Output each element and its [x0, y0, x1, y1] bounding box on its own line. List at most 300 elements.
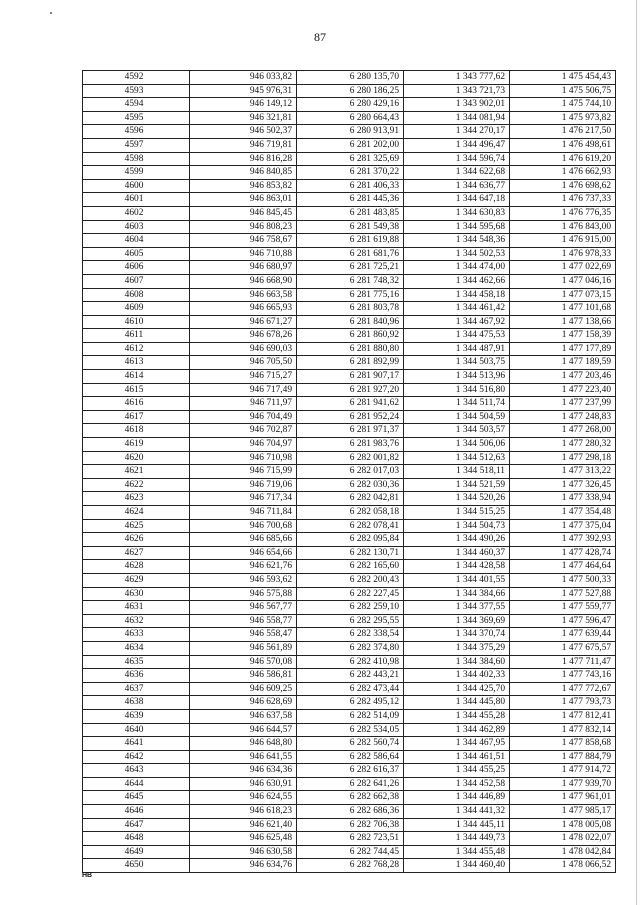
point-number-cell: 4611	[83, 329, 190, 343]
y-coord-cell: 6 282 641,26	[297, 777, 404, 791]
point-number-cell: 4633	[83, 628, 190, 642]
x2-coord-cell: 1 344 548,36	[404, 234, 510, 248]
x-coord-cell: 946 758,67	[190, 234, 297, 248]
point-number-cell: 4595	[83, 111, 190, 125]
point-number-cell: 4620	[83, 451, 190, 465]
y2-coord-cell: 1 477 375,04	[510, 519, 616, 533]
table-row	[83, 777, 616, 791]
y-coord-cell: 6 282 259,10	[297, 601, 404, 615]
table-body	[83, 71, 616, 873]
y-coord-cell: 6 281 892,99	[297, 356, 404, 370]
y2-coord-cell: 1 477 596,47	[510, 614, 616, 628]
y-coord-cell: 6 281 619,88	[297, 234, 404, 248]
point-number-cell: 4626	[83, 533, 190, 547]
y2-coord-cell: 1 477 711,47	[510, 655, 616, 669]
y2-coord-cell: 1 477 743,16	[510, 669, 616, 683]
x2-coord-cell: 1 344 502,53	[404, 247, 510, 261]
y-coord-cell: 6 281 952,24	[297, 410, 404, 424]
table-row	[83, 356, 616, 370]
x-coord-cell: 946 665,93	[190, 302, 297, 316]
y2-coord-cell: 1 477 812,41	[510, 709, 616, 723]
x-coord-cell: 946 717,49	[190, 383, 297, 397]
y-coord-cell: 6 282 768,28	[297, 859, 404, 873]
x2-coord-cell: 1 343 721,73	[404, 84, 510, 98]
table-row	[83, 152, 616, 166]
y2-coord-cell: 1 476 217,50	[510, 125, 616, 139]
x2-coord-cell: 1 344 445,11	[404, 818, 510, 832]
point-number-cell: 4637	[83, 682, 190, 696]
x2-coord-cell: 1 344 270,17	[404, 125, 510, 139]
y2-coord-cell: 1 477 675,57	[510, 641, 616, 655]
y-coord-cell: 6 282 443,21	[297, 669, 404, 683]
point-number-cell: 4612	[83, 342, 190, 356]
y2-coord-cell: 1 477 428,74	[510, 546, 616, 560]
x-coord-cell: 946 575,88	[190, 587, 297, 601]
y-coord-cell: 6 281 681,76	[297, 247, 404, 261]
y2-coord-cell: 1 477 464,64	[510, 560, 616, 574]
table-row	[83, 696, 616, 710]
x2-coord-cell: 1 344 460,37	[404, 546, 510, 560]
table-row	[83, 492, 616, 506]
y-coord-cell: 6 280 664,43	[297, 111, 404, 125]
y-coord-cell: 6 280 186,25	[297, 84, 404, 98]
point-number-cell: 4605	[83, 247, 190, 261]
table-row	[83, 410, 616, 424]
table-row	[83, 274, 616, 288]
table-row	[83, 641, 616, 655]
x2-coord-cell: 1 344 516,80	[404, 383, 510, 397]
x2-coord-cell: 1 344 452,58	[404, 777, 510, 791]
table-row	[83, 465, 616, 479]
y-coord-cell: 6 282 030,36	[297, 478, 404, 492]
x2-coord-cell: 1 344 428,58	[404, 560, 510, 574]
x2-coord-cell: 1 344 515,25	[404, 506, 510, 520]
x2-coord-cell: 1 344 474,00	[404, 261, 510, 275]
y2-coord-cell: 1 477 298,18	[510, 451, 616, 465]
x-coord-cell: 946 621,76	[190, 560, 297, 574]
y2-coord-cell: 1 477 392,93	[510, 533, 616, 547]
x-coord-cell: 946 609,25	[190, 682, 297, 696]
table-row	[83, 832, 616, 846]
y-coord-cell: 6 281 880,80	[297, 342, 404, 356]
x-coord-cell: 946 654,66	[190, 546, 297, 560]
x2-coord-cell: 1 344 513,96	[404, 370, 510, 384]
point-number-cell: 4592	[83, 71, 190, 85]
y-coord-cell: 6 282 295,55	[297, 614, 404, 628]
y2-coord-cell: 1 477 985,17	[510, 805, 616, 819]
x2-coord-cell: 1 343 902,01	[404, 98, 510, 112]
point-number-cell: 4617	[83, 410, 190, 424]
y-coord-cell: 6 281 445,36	[297, 193, 404, 207]
table-row	[83, 614, 616, 628]
y-coord-cell: 6 282 042,81	[297, 492, 404, 506]
y2-coord-cell: 1 476 737,33	[510, 193, 616, 207]
point-number-cell: 4631	[83, 601, 190, 615]
table-row	[83, 179, 616, 193]
table-row	[83, 438, 616, 452]
x-coord-cell: 946 628,69	[190, 696, 297, 710]
x-coord-cell: 946 711,84	[190, 506, 297, 520]
x-coord-cell: 946 704,49	[190, 410, 297, 424]
y-coord-cell: 6 282 095,84	[297, 533, 404, 547]
x2-coord-cell: 1 344 490,26	[404, 533, 510, 547]
point-number-cell: 4647	[83, 818, 190, 832]
y-coord-cell: 6 282 616,37	[297, 764, 404, 778]
x2-coord-cell: 1 344 455,28	[404, 709, 510, 723]
x2-coord-cell: 1 344 369,69	[404, 614, 510, 628]
x2-coord-cell: 1 344 446,89	[404, 791, 510, 805]
table-row	[83, 288, 616, 302]
x2-coord-cell: 1 344 503,57	[404, 424, 510, 438]
x2-coord-cell: 1 344 518,11	[404, 465, 510, 479]
y2-coord-cell: 1 477 203,46	[510, 370, 616, 384]
y-coord-cell: 6 281 927,20	[297, 383, 404, 397]
table-row	[83, 98, 616, 112]
table-row	[83, 723, 616, 737]
y2-coord-cell: 1 477 500,33	[510, 573, 616, 587]
x2-coord-cell: 1 344 384,66	[404, 587, 510, 601]
table-row	[83, 383, 616, 397]
table-row	[83, 805, 616, 819]
y-coord-cell: 6 281 775,16	[297, 288, 404, 302]
y-coord-cell: 6 282 058,18	[297, 506, 404, 520]
x2-coord-cell: 1 344 503,75	[404, 356, 510, 370]
y2-coord-cell: 1 477 268,00	[510, 424, 616, 438]
y-coord-cell: 6 281 202,00	[297, 138, 404, 152]
x-coord-cell: 946 502,37	[190, 125, 297, 139]
x2-coord-cell: 1 344 449,73	[404, 832, 510, 846]
x2-coord-cell: 1 344 504,59	[404, 410, 510, 424]
table-row	[83, 125, 616, 139]
point-number-cell: 4628	[83, 560, 190, 574]
table-row	[83, 71, 616, 85]
point-number-cell: 4643	[83, 764, 190, 778]
x2-coord-cell: 1 344 462,89	[404, 723, 510, 737]
y2-coord-cell: 1 477 559,77	[510, 601, 616, 615]
point-number-cell: 4616	[83, 397, 190, 411]
y-coord-cell: 6 280 135,70	[297, 71, 404, 85]
point-number-cell: 4645	[83, 791, 190, 805]
point-number-cell: 4609	[83, 302, 190, 316]
y-coord-cell: 6 282 586,64	[297, 750, 404, 764]
x-coord-cell: 946 690,03	[190, 342, 297, 356]
point-number-cell: 4619	[83, 438, 190, 452]
x-coord-cell: 946 621,40	[190, 818, 297, 832]
x-coord-cell: 946 630,91	[190, 777, 297, 791]
point-number-cell: 4636	[83, 669, 190, 683]
y-coord-cell: 6 282 001,82	[297, 451, 404, 465]
y-coord-cell: 6 281 483,85	[297, 206, 404, 220]
point-number-cell: 4596	[83, 125, 190, 139]
point-number-cell: 4630	[83, 587, 190, 601]
y2-coord-cell: 1 477 177,89	[510, 342, 616, 356]
table-row	[83, 342, 616, 356]
x-coord-cell: 946 644,57	[190, 723, 297, 737]
point-number-cell: 4598	[83, 152, 190, 166]
y2-coord-cell: 1 476 662,93	[510, 166, 616, 180]
y-coord-cell: 6 281 941,62	[297, 397, 404, 411]
x2-coord-cell: 1 344 384,60	[404, 655, 510, 669]
x-coord-cell: 946 715,27	[190, 370, 297, 384]
point-number-cell: 4607	[83, 274, 190, 288]
point-number-cell: 4632	[83, 614, 190, 628]
x2-coord-cell: 1 344 425,70	[404, 682, 510, 696]
y2-coord-cell: 1 477 527,88	[510, 587, 616, 601]
table-row	[83, 655, 616, 669]
y2-coord-cell: 1 478 022,07	[510, 832, 616, 846]
point-number-cell: 4634	[83, 641, 190, 655]
x-coord-cell: 946 845,45	[190, 206, 297, 220]
table-row	[83, 737, 616, 751]
y-coord-cell: 6 282 723,51	[297, 832, 404, 846]
table-row	[83, 859, 616, 873]
x2-coord-cell: 1 344 504,73	[404, 519, 510, 533]
x-coord-cell: 946 641,55	[190, 750, 297, 764]
point-number-cell: 4614	[83, 370, 190, 384]
x-coord-cell: 946 702,87	[190, 424, 297, 438]
point-number-cell: 4599	[83, 166, 190, 180]
x2-coord-cell: 1 344 622,68	[404, 166, 510, 180]
x-coord-cell: 946 705,50	[190, 356, 297, 370]
x-coord-cell: 946 678,26	[190, 329, 297, 343]
x-coord-cell: 946 630,58	[190, 845, 297, 859]
y2-coord-cell: 1 477 237,99	[510, 397, 616, 411]
x-coord-cell: 946 685,66	[190, 533, 297, 547]
point-number-cell: 4650	[83, 859, 190, 873]
y2-coord-cell: 1 477 158,39	[510, 329, 616, 343]
y-coord-cell: 6 281 748,32	[297, 274, 404, 288]
y-coord-cell: 6 282 200,43	[297, 573, 404, 587]
table-row	[83, 533, 616, 547]
point-number-cell: 4622	[83, 478, 190, 492]
point-number-cell: 4625	[83, 519, 190, 533]
y2-coord-cell: 1 477 073,15	[510, 288, 616, 302]
y-coord-cell: 6 282 017,03	[297, 465, 404, 479]
point-number-cell: 4635	[83, 655, 190, 669]
y2-coord-cell: 1 477 046,16	[510, 274, 616, 288]
point-number-cell: 4624	[83, 506, 190, 520]
table-row	[83, 329, 616, 343]
y-coord-cell: 6 282 410,98	[297, 655, 404, 669]
point-number-cell: 4602	[83, 206, 190, 220]
x2-coord-cell: 1 344 441,32	[404, 805, 510, 819]
x-coord-cell: 946 558,47	[190, 628, 297, 642]
y2-coord-cell: 1 478 005,08	[510, 818, 616, 832]
x2-coord-cell: 1 344 647,18	[404, 193, 510, 207]
table-row	[83, 302, 616, 316]
table-row	[83, 111, 616, 125]
table-row	[83, 601, 616, 615]
table-row	[83, 206, 616, 220]
x2-coord-cell: 1 344 461,42	[404, 302, 510, 316]
y2-coord-cell: 1 477 639,44	[510, 628, 616, 642]
point-number-cell: 4640	[83, 723, 190, 737]
table-row	[83, 261, 616, 275]
point-number-cell: 4593	[83, 84, 190, 98]
footer-mark: НВ	[82, 872, 93, 879]
y2-coord-cell: 1 476 843,00	[510, 220, 616, 234]
y2-coord-cell: 1 476 619,20	[510, 152, 616, 166]
x-coord-cell: 946 625,48	[190, 832, 297, 846]
y2-coord-cell: 1 477 772,67	[510, 682, 616, 696]
x-coord-cell: 946 618,23	[190, 805, 297, 819]
x-coord-cell: 946 853,82	[190, 179, 297, 193]
x-coord-cell: 946 149,12	[190, 98, 297, 112]
x-coord-cell: 946 663,58	[190, 288, 297, 302]
x2-coord-cell: 1 344 455,48	[404, 845, 510, 859]
x2-coord-cell: 1 344 630,83	[404, 206, 510, 220]
y-coord-cell: 6 282 165,60	[297, 560, 404, 574]
x-coord-cell: 946 710,88	[190, 247, 297, 261]
table-row	[83, 519, 616, 533]
point-number-cell: 4649	[83, 845, 190, 859]
y-coord-cell: 6 282 534,05	[297, 723, 404, 737]
table-row	[83, 138, 616, 152]
point-number-cell: 4600	[83, 179, 190, 193]
y-coord-cell: 6 282 473,44	[297, 682, 404, 696]
x2-coord-cell: 1 344 455,25	[404, 764, 510, 778]
table-row	[83, 587, 616, 601]
y-coord-cell: 6 282 560,74	[297, 737, 404, 751]
x-coord-cell: 946 321,81	[190, 111, 297, 125]
y-coord-cell: 6 281 971,37	[297, 424, 404, 438]
x2-coord-cell: 1 344 375,29	[404, 641, 510, 655]
x-coord-cell: 946 567,77	[190, 601, 297, 615]
scan-dot	[50, 12, 52, 14]
y-coord-cell: 6 281 840,96	[297, 315, 404, 329]
y2-coord-cell: 1 476 978,33	[510, 247, 616, 261]
x2-coord-cell: 1 344 467,95	[404, 737, 510, 751]
table-row	[83, 764, 616, 778]
point-number-cell: 4594	[83, 98, 190, 112]
x-coord-cell: 946 717,34	[190, 492, 297, 506]
x-coord-cell: 946 624,55	[190, 791, 297, 805]
y-coord-cell: 6 281 725,21	[297, 261, 404, 275]
y2-coord-cell: 1 476 776,35	[510, 206, 616, 220]
x-coord-cell: 946 570,08	[190, 655, 297, 669]
x2-coord-cell: 1 344 596,74	[404, 152, 510, 166]
x2-coord-cell: 1 344 520,26	[404, 492, 510, 506]
x-coord-cell: 945 976,31	[190, 84, 297, 98]
point-number-cell: 4603	[83, 220, 190, 234]
y-coord-cell: 6 281 406,33	[297, 179, 404, 193]
table-row	[83, 791, 616, 805]
y2-coord-cell: 1 477 280,32	[510, 438, 616, 452]
scan-edge-line	[636, 0, 637, 905]
table-row	[83, 709, 616, 723]
point-number-cell: 4639	[83, 709, 190, 723]
y2-coord-cell: 1 477 022,69	[510, 261, 616, 275]
x-coord-cell: 946 711,97	[190, 397, 297, 411]
y2-coord-cell: 1 477 354,48	[510, 506, 616, 520]
y-coord-cell: 6 281 803,78	[297, 302, 404, 316]
y2-coord-cell: 1 475 973,82	[510, 111, 616, 125]
y-coord-cell: 6 282 744,45	[297, 845, 404, 859]
point-number-cell: 4615	[83, 383, 190, 397]
x2-coord-cell: 1 344 460,40	[404, 859, 510, 873]
x-coord-cell: 946 816,28	[190, 152, 297, 166]
table-row	[83, 682, 616, 696]
point-number-cell: 4613	[83, 356, 190, 370]
y-coord-cell: 6 281 549,38	[297, 220, 404, 234]
coordinates-table	[82, 70, 616, 873]
y-coord-cell: 6 281 860,92	[297, 329, 404, 343]
point-number-cell: 4644	[83, 777, 190, 791]
x2-coord-cell: 1 344 458,18	[404, 288, 510, 302]
y-coord-cell: 6 282 662,38	[297, 791, 404, 805]
page-number: 87	[314, 30, 326, 44]
x-coord-cell: 946 671,27	[190, 315, 297, 329]
x2-coord-cell: 1 344 512,63	[404, 451, 510, 465]
table-row	[83, 451, 616, 465]
x-coord-cell: 946 704,97	[190, 438, 297, 452]
table-row	[83, 234, 616, 248]
table-row	[83, 628, 616, 642]
y2-coord-cell: 1 476 498,61	[510, 138, 616, 152]
point-number-cell: 4606	[83, 261, 190, 275]
x-coord-cell: 946 033,82	[190, 71, 297, 85]
x2-coord-cell: 1 344 081,94	[404, 111, 510, 125]
y-coord-cell: 6 281 370,22	[297, 166, 404, 180]
point-number-cell: 4646	[83, 805, 190, 819]
x-coord-cell: 946 634,76	[190, 859, 297, 873]
table-row	[83, 220, 616, 234]
x2-coord-cell: 1 344 377,55	[404, 601, 510, 615]
y2-coord-cell: 1 477 914,72	[510, 764, 616, 778]
x-coord-cell: 946 634,36	[190, 764, 297, 778]
x-coord-cell: 946 719,06	[190, 478, 297, 492]
table-row	[83, 560, 616, 574]
y2-coord-cell: 1 477 189,59	[510, 356, 616, 370]
point-number-cell: 4604	[83, 234, 190, 248]
x-coord-cell: 946 637,58	[190, 709, 297, 723]
x-coord-cell: 946 558,77	[190, 614, 297, 628]
y2-coord-cell: 1 477 223,40	[510, 383, 616, 397]
x2-coord-cell: 1 344 401,55	[404, 573, 510, 587]
y2-coord-cell: 1 475 454,43	[510, 71, 616, 85]
point-number-cell: 4627	[83, 546, 190, 560]
table-row	[83, 166, 616, 180]
x2-coord-cell: 1 343 777,62	[404, 71, 510, 85]
y-coord-cell: 6 280 429,16	[297, 98, 404, 112]
x-coord-cell: 946 863,01	[190, 193, 297, 207]
point-number-cell: 4597	[83, 138, 190, 152]
x2-coord-cell: 1 344 462,66	[404, 274, 510, 288]
x-coord-cell: 946 719,81	[190, 138, 297, 152]
y2-coord-cell: 1 477 248,83	[510, 410, 616, 424]
table-row	[83, 845, 616, 859]
x-coord-cell: 946 715,99	[190, 465, 297, 479]
x-coord-cell: 946 808,23	[190, 220, 297, 234]
y-coord-cell: 6 282 374,80	[297, 641, 404, 655]
y2-coord-cell: 1 477 101,68	[510, 302, 616, 316]
y-coord-cell: 6 282 338,54	[297, 628, 404, 642]
y-coord-cell: 6 282 495,12	[297, 696, 404, 710]
point-number-cell: 4608	[83, 288, 190, 302]
point-number-cell: 4623	[83, 492, 190, 506]
x2-coord-cell: 1 344 511,74	[404, 397, 510, 411]
x-coord-cell: 946 586,81	[190, 669, 297, 683]
table-row	[83, 315, 616, 329]
y-coord-cell: 6 281 907,17	[297, 370, 404, 384]
y2-coord-cell: 1 477 313,22	[510, 465, 616, 479]
point-number-cell: 4648	[83, 832, 190, 846]
y2-coord-cell: 1 477 338,94	[510, 492, 616, 506]
table-row	[83, 546, 616, 560]
point-number-cell: 4601	[83, 193, 190, 207]
y2-coord-cell: 1 476 698,62	[510, 179, 616, 193]
x-coord-cell: 946 840,85	[190, 166, 297, 180]
